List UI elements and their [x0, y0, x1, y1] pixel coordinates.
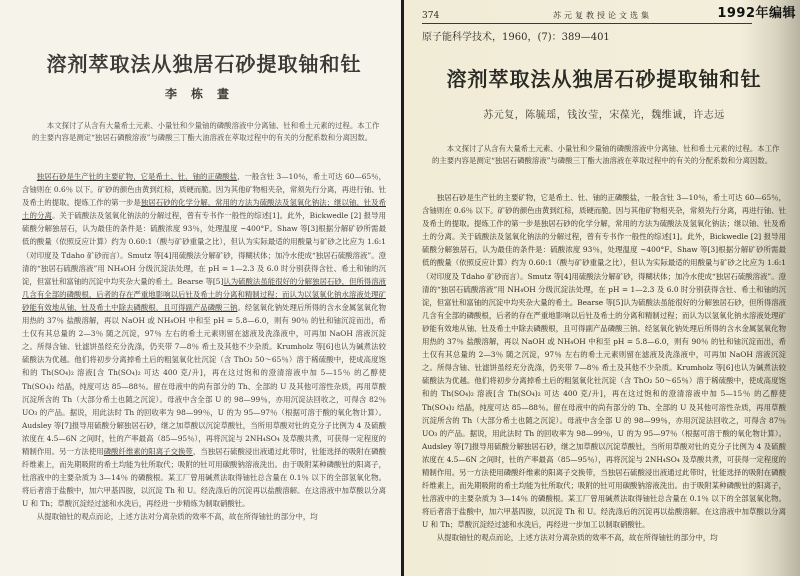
- right-paragraph-2: 从提取铀钍的观点而论，上述方法对分离杂质的效率不高，故在所得铀钍的部分中，均: [436, 533, 718, 543]
- left-paragraph-1: [22, 170, 386, 510]
- journal-citation: 原子能科学技术，1960，(7)：389—401: [422, 32, 610, 43]
- text-run: ，当独居石硫酸浸出液通过此带时，钍能选择的吸附在磷酸纤维素上，而先期吸附的希土均能为钍所取代；吸附的钍可用碳酸钠溶液洗出。由于吸附某种磷酸钍的阳离子，钍溶液中的主要杂质为 3—14％ 的磷酸根。某工厂曾用碱煮法取得铀钍总含量在 0.1％ 以下的全部氢氧化物。将后者溶于盐酸中，加六甲基四胺，以沉淀 Th 和 U。经洗涤后的沉淀再以盐酸溶解。在这溶液中加草酸以分离 U 和 Th；草酸沉淀经过滤和水洗后，再经进一步精炼为制取硝酸钍。: [22, 446, 386, 509]
- right-abstract: 本文探讨了从含有大量希土元素、小量钍和少量铀的磷酸溶液中分离铀、钍和希土元素的过程。本工作的主要内容是测定“独居石磷酸溶液”与磷酸三丁酯大油溶液在萃取过程中的有关的分配系数和分离因数。: [432, 144, 780, 165]
- text-run: 。关于硫酸法及氢氧化钠法的分解过程，曾有专书作一般性的综述[1]。此外，Bickwedle [2] 报导用硫酸分解独居石，认为最佳的条件是：硫酸浓度 93％，处理温度 ~400°F。Shaw 等[3]根据分解矿砂所需最低的酸量（依照反应计算）约为 0.60:1（酸与矿砂重量之比），但认为实际最适的用酸量与矿砂之比应为 1.6:1（对印度及 Tdaho 矿砂而言）。Smutz 等[4]用硫酸法分解矿砂，得糊状体；加冷水使成“独居石硫酸溶液”。澄清的“独居石硫酸溶液”用 NH₄OH 分级沉淀法处理，在 pH = 1—2.3 及 6.0 时分别获得含钍、希土和铀的沉淀，但富钍和富铀的沉淀中均夹杂大量的希土。Bearse 等[5]: [22, 211, 386, 286]
- underlined-passage: 独居石砂的化学分解，常用的方法为硫酸法及氢氧化钠法；继以铀、钍及希土的分离: [22, 198, 386, 221]
- left-abstract: 本文探讨了从含有大量希土元素、小量钍和少量铀的磷酸溶液中分离铀、钍和希土元素的过程。本工作的主要内容是测定“独居石磷酸溶液”与磷酸三丁酯大油溶液在萃取过程中的有关的分配系数和分离因数。: [32, 121, 380, 142]
- page-number: 374: [422, 11, 440, 21]
- right-article-title: 溶剂萃取法从独居石砂提取铀和钍: [446, 67, 762, 91]
- right-body-text: [422, 191, 786, 545]
- left-paragraph-2: [22, 510, 386, 523]
- reprint-page: [404, 0, 800, 576]
- running-header: [422, 10, 752, 24]
- edition-year-label: 1992年编辑: [717, 6, 796, 21]
- left-author: 李栋晝: [164, 87, 243, 101]
- book-title: 苏元复教授论文选集: [553, 11, 652, 20]
- underlined-passage: 磷酸纤维素的阳离子交换带: [103, 446, 193, 456]
- left-article-title: 溶剂萃取法从独居石砂提取铀和钍: [46, 52, 362, 76]
- right-paragraph-1: 独居石砂是生产钍的主要矿物，它是希土、钍、铀的正磷酸盐，一般含钍 3—10％，希土可达 60—65％，含铀则在 0.6％ 以下。矿砂的颜色由黄到红棕，质硬而脆。因与其他矿物相夹杂，常须先行分离，再进行铀、钍及希土的提取。提炼工作的第一步是独居石砂的化学分解，常用的方法为硫酸法及氢氧化钠法；继以铀、钍及希土的分离。关于硫酸法及氢氧化钠法的分解过程，曾有专书作一般性的综述[1]。此外，Bickwedle [2] 报导用硫酸分解独居石，认为最佳的条件是：硫酸浓度 93％，处理温度 ~400°F。Shaw 等[3]根据分解矿砂所需最低的酸量（依照反应计算）约为 0.60:1（酸与矿砂重量之比），但认为实际最适的用酸量与矿砂之比应为 1.6:1（对印度及 Tdaho 矿砂而言）。Smutz 等[4]用硫酸法分解矿砂，得糊状体；加冷水使成“独居石硫酸溶液”。澄清的“独居石硫酸溶液”用 NH₄OH 分级沉淀法处理，在 pH = 1—2.3 及 6.0 时分别获得含钍、希土和铀的沉淀，但富钍和富铀的沉淀中均夹杂大量的希土。Bearse 等[5]认为硫酸法虽能很好的分解独居石砂，但所得溶液几含有全部的磷酸根，后者的存在严重地影响以后钍及希土的分离和精制过程；而认为以氢氧化钠水溶液处理矿砂能有效地从铀、钍及希土中除去磷酸根，且可得副产品磷酸三钠。经氢氧化钠处理后所得的含水金属氢氧化物用热的 37％ 盐酸溶解，再以 NaOH 或 NH₄OH 中和至 pH = 5.8—6.0，则有 90％ 的钍和铀沉淀而出，希土仅有其总量的 2—3％ 随之沉淀，97％ 左右的希土元素则留在滤液及洗涤液中，可再加 NaOH 溶液沉淀之。所得含铀、钍滤饼虽经充分洗涤，仍夹带 7—8％ 希土及其他不少杂质。Krumholz 等[6]也认为碱煮法较硫酸法为优越。他们将初步分离掉希土后的粗氢氧化钍沉淀（含 ThO₂ 50～65％）溶于稀硫酸中，使成高度饱和的 Th(SO₄)₂ 溶液[含 Th(SO₄)₂ 可达 400 克/升]，再在这过饱和的澄清溶液中加 5—15％ 的乙醇使 Th(SO₄)₂ 结晶，纯度可达 85—88％。留在母液中的尚有部分的 Th、全部的 U 及其他可溶性杂质，再用草酸沉淀所含的 Th（大部分希土也随之沉淀）。母液中含全部 U 的 98—99％，亦用沉淀法回收之，可得含 87％ UO₃ 的产品。据说，用此法时 Th 的回收率为 98—99％，U 的为 95—97％（根据可溶于酸的氧化物计算）。Audsley 等[7]报导用硫酸分解独居石砂，继之加草酸以沉淀草酸钍，当所用草酸对钍的克分子比例为 4 及硫酸浓度在 4.5—6N 之间时，钍的产率最高（85—95％），再将沉淀与 2NH₄SO₄ 及草酸共煮，可获得一定程度的精制作用。另一方法使用磷酸纤维素的阳离子交换带，当独居石硫酸浸出液通过此带时，钍能选择的吸附在磷酸纤维素上，而先期吸附的希土均能为钍所取代；吸附的钍可用碳酸钠溶液洗出。由于吸附某种磷酸钍的阳离子，钍溶液中的主要杂质为 3—14％ 的磷酸根。某工厂曾用碱煮法取得铀钍总含量在 0.1％ 以下的全部氢氧化物。将后者溶于盐酸中，加六甲基四胺，以沉淀 Th 和 U。经洗涤后的沉淀再以盐酸溶解。在这溶液中加草酸以分离 U 和 Th；草酸沉淀经过滤和水洗后，再经进一步加工以制取硝酸钍。: [422, 193, 786, 530]
- underlined-passage: 认为硫酸法虽能很好的分解独居石砂，但所得溶液几含有全部的磷酸根，后者的存在严重地影响以后钍及希土的分离和精制过程；而认为以氢氧化钠水溶液处理矿砂能有效地从铀、钍及希土中除去磷酸根，且可得副产品磷酸三钠: [22, 276, 386, 312]
- left-body-text: [22, 170, 386, 524]
- right-authors: 苏元复，陈毓瑶，钱汝莹，宋葆光，魏维诚，许志远: [483, 110, 725, 121]
- text-run: ，一般含钍 3—10％，希土可达 60—65％，含铀则在 0.6％ 以下。矿砂的颜色由黄到红棕，质硬而脆。因为其他矿物相夹杂，常须先行分离，再进行铀、钍及希土的提取。提炼工作的第一步是: [22, 172, 386, 208]
- text-run: 从提取铀钍的观点而论，上述方法对分离杂质的效率不高，故在所得铀钍的部分中，均: [36, 512, 318, 522]
- underlined-passage: 独居石砂是生产钍的主要矿物，它是希土、钍、铀的正磷酸盐: [36, 172, 238, 181]
- text-run: 。经氢氧化钠处理后所得的含水金属氢氧化物用热的 37％ 盐酸溶解，再以 NaOH 或 NH₄OH 中和至 pH = 5.8—6.0，则有 90％ 的钍和铀沉淀而出，希土仅有其总量的 2—3％ 随之沉淀，97％ 左右的希土元素则留在滤液及洗涤液中，可再加 NaOH 溶液沉淀之。所得含铀、钍滤饼虽经充分洗涤，仍夹带 7—8％ 希土及其他不少杂质。Krumholz 等[6]也认为碱煮法较硫酸法为优越。他们将初步分离掉希土后的粗氢氧化钍沉淀（含 ThO₂ 50～65％）溶于稀硫酸中，使成高度饱和的 Th(SO₄)₂ 溶液[含 Th(SO₄)₂ 可达 400 克/升]，再在这过饱和的澄清溶液中加 5—15％ 的乙醇使 Th(SO₄)₂ 结晶，纯度可达 85—88％。留在母液中的尚有部分的 Th、全部的 U 及其他可溶性杂质，再用草酸沉淀所含的 Th（大部分希土也随之沉淀）。母液中含全部 U 的 98—99％，亦用沉淀法回收之，可得含 82％ UO₃ 的产品。据说，用此法时 Th 的回收率为 98—99％，U 的为 95—97％（根据可溶于酸的氧化物计算）。Audsley 等[7]报导用硫酸分解独居石砂，继之加草酸以沉淀草酸钍，当所用草酸对钍的克分子比例为 4 及硫酸浓度在 4.5—6N 之间时，钍的产率最高（85—95％），再将沉淀与 2NH₄SO₄ 及草酸共煮，可获得一定程度的精制作用。另一方法使用: [22, 302, 386, 456]
